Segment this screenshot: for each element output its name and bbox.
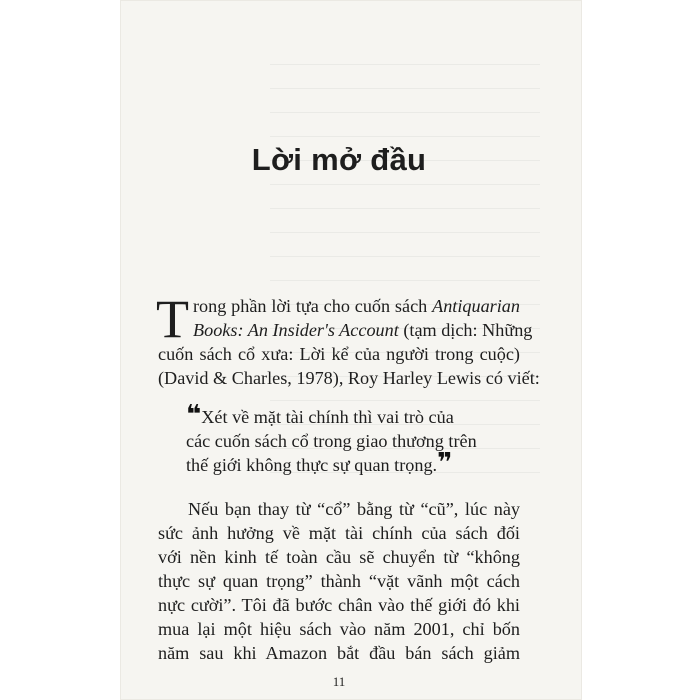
paragraph-2-line-1: Nếu bạn thay từ “cổ” bằng từ “cũ”, lúc này: [188, 499, 520, 519]
paragraph-2-line-4: thực sự quan trọng” thành “vặt vãnh một cách: [158, 571, 520, 591]
book-title-italic: Antiquarian: [432, 296, 520, 316]
paragraph-2-line-7: năm sau khi Amazon bắt đầu bán sách giảm: [158, 643, 520, 663]
paragraph-2: [158, 497, 520, 665]
paragraph-1-line-1: [158, 294, 520, 318]
chapter-title: Lời mở đầu: [251, 142, 427, 177]
close-quote-icon: ❞: [437, 447, 453, 477]
open-quote-icon: ❝: [186, 399, 202, 429]
block-quote: [186, 399, 477, 477]
line-text: rong phần lời tựa cho cuốn sách: [193, 296, 433, 316]
line-text: Xét về mặt tài chính thì vai trò của: [201, 407, 454, 427]
paragraph-1-line-3: cuốn sách cổ xưa: Lời kể của người trong cuộc): [158, 344, 520, 364]
paragraph-1: [156, 289, 540, 390]
page-number: 11: [332, 674, 346, 689]
paragraph-2-line-6: mua lại một hiệu sách vào năm 2001, chỉ bốn: [158, 619, 520, 639]
book-title-italic: Books: An Insider's Account: [193, 320, 399, 340]
quote-line-1: [186, 399, 471, 429]
book-page: [120, 0, 582, 700]
paragraph-2-line-3: với nền kinh tế toàn cầu sẽ chuyển từ “không: [158, 547, 520, 567]
paragraph-2-line-5: nực cười”. Tôi đã bước chân vào thế giới đó khi: [158, 595, 520, 615]
paragraph-1-line-4: (David & Charles, 1978), Roy Harley Lewis có viết:: [158, 368, 540, 388]
quote-line-2: các cuốn sách cổ trong giao thương trên: [186, 431, 477, 451]
drop-cap: T: [156, 289, 189, 349]
paragraph-1-line-2: [158, 318, 533, 342]
line-text: thế giới không thực sự quan trọng.: [186, 455, 438, 475]
quote-line-3: [186, 447, 471, 477]
paragraph-2-line-2: sức ảnh hưởng về mặt tài chính của sách đối: [158, 523, 520, 543]
line-text: (tạm dịch: Những: [398, 320, 533, 340]
page-content: [156, 0, 540, 700]
